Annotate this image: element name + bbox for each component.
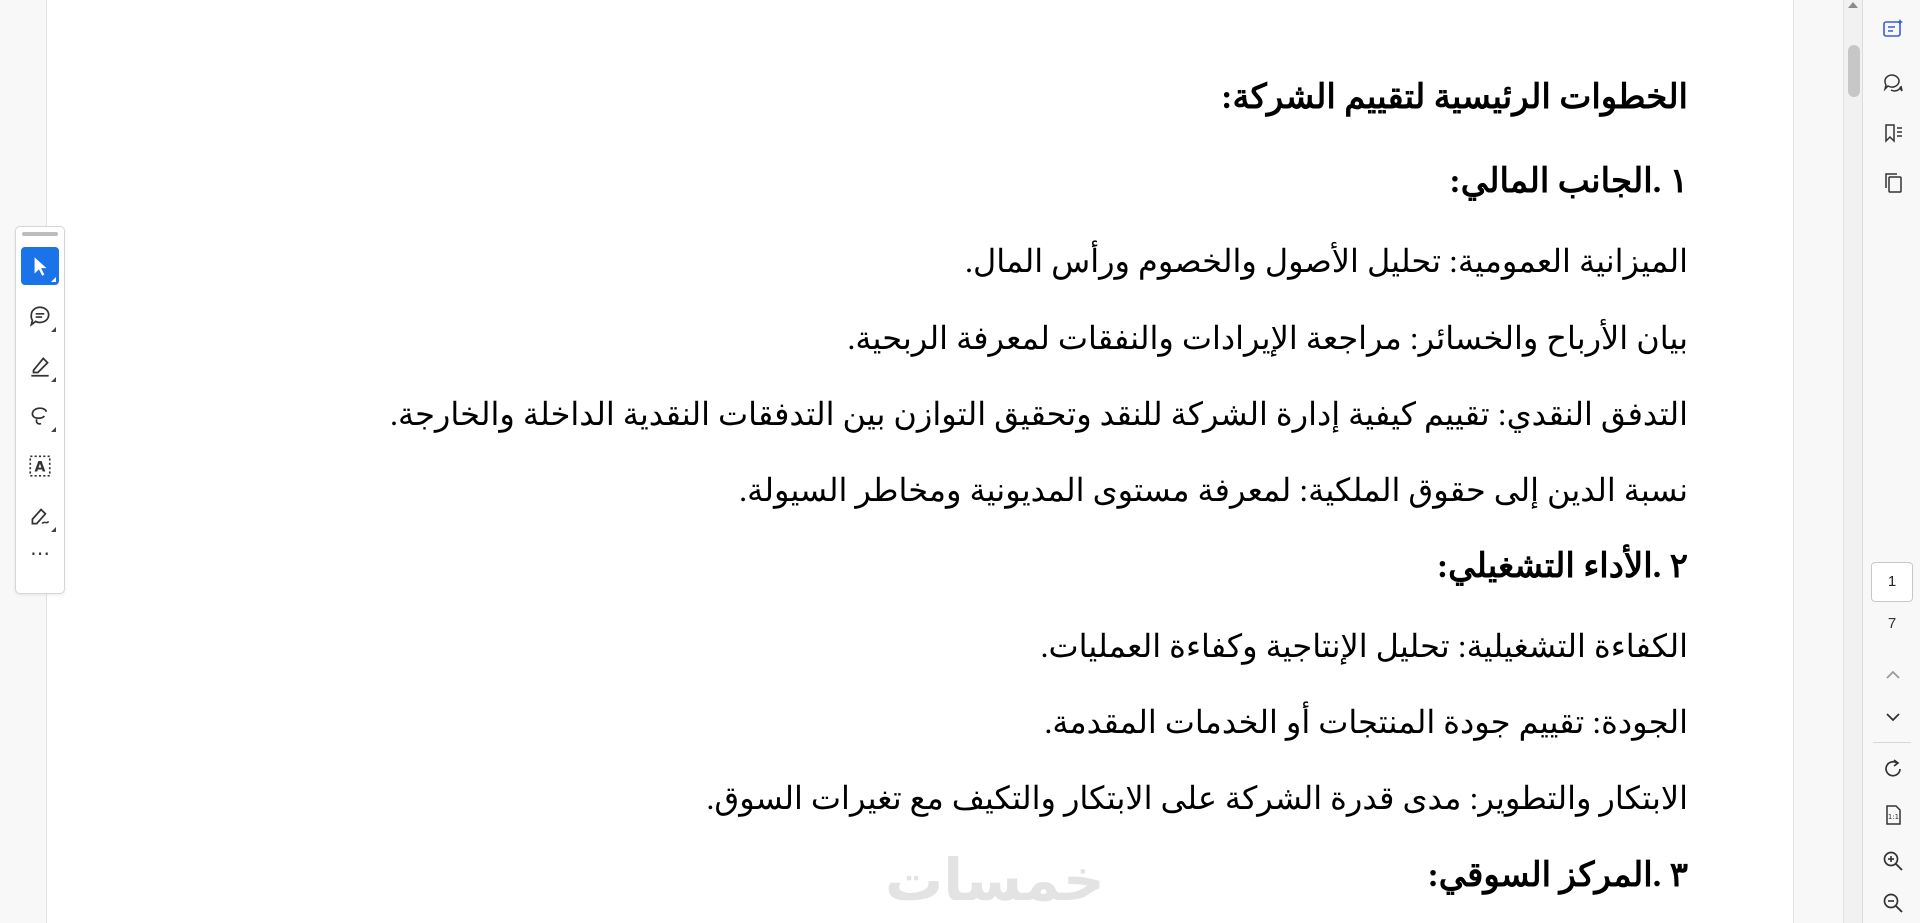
sign-pen-icon <box>27 503 53 529</box>
section-title-operational: ٢ .الأداء التشغيلي: <box>1436 548 1688 585</box>
scroll-up-arrow[interactable] <box>1848 2 1858 8</box>
section-title-financial: ١ .الجانب المالي: <box>1449 163 1688 200</box>
bookmarks-panel-button[interactable] <box>1878 118 1908 148</box>
paragraph: الميزانية العمومية: تحليل الأصول والخصوم ورأس المال. <box>965 243 1688 279</box>
select-arrow-icon <box>27 253 53 279</box>
more-tools-button[interactable] <box>21 543 59 573</box>
ai-assistant-button[interactable] <box>1878 14 1908 44</box>
paragraph: نسبة الدين إلى حقوق الملكية: لمعرفة مستوى المديونية ومخاطر السيولة. <box>739 472 1688 508</box>
total-pages: 7 <box>1887 615 1897 632</box>
zoom-out-button[interactable] <box>1878 888 1908 918</box>
section-title-market: ٣ .المركز السوقي: <box>1427 857 1688 894</box>
more-icon: ⋯ <box>30 543 50 565</box>
zoom-in-icon <box>1881 849 1905 873</box>
paragraph: بيان الأرباح والخسائر: مراجعة الإيرادات والنفقات لمعرفة الربحية. <box>847 320 1688 356</box>
ai-assistant-icon <box>1881 17 1905 41</box>
pages-copy-icon <box>1881 171 1905 195</box>
refresh-icon <box>1881 757 1905 781</box>
select-tool-button[interactable] <box>21 247 59 285</box>
chevron-down-icon <box>1881 705 1905 729</box>
pdf-page[interactable] <box>46 0 1794 923</box>
vertical-scrollbar[interactable] <box>1843 0 1862 923</box>
current-page-input[interactable]: 1 <box>1871 562 1913 602</box>
right-side-panel <box>1862 0 1920 923</box>
comment-icon <box>27 303 53 329</box>
bookmark-icon <box>1881 121 1905 145</box>
document-heading: الخطوات الرئيسية لتقييم الشركة: <box>1221 79 1688 116</box>
toolbar-drag-handle[interactable] <box>22 232 58 236</box>
watermark-logo: خمسات <box>885 846 1105 914</box>
scroll-thumb[interactable] <box>1848 45 1860 97</box>
comment-tool-button[interactable] <box>21 297 59 335</box>
lasso-icon <box>27 403 53 429</box>
text-box-tool-button[interactable] <box>21 447 59 485</box>
rotate-button[interactable] <box>1878 754 1908 784</box>
svg-text:1:1: 1:1 <box>1887 813 1900 821</box>
page-fit-icon <box>1881 803 1905 827</box>
previous-page-button[interactable] <box>1878 660 1908 690</box>
text-box-icon <box>27 453 53 479</box>
chevron-up-icon <box>1881 663 1905 687</box>
paragraph: الجودة: تقييم جودة المنتجات أو الخدمات المقدمة. <box>1044 704 1688 740</box>
highlighter-icon <box>27 353 53 379</box>
sign-tool-button[interactable] <box>21 497 59 535</box>
annotation-toolbar <box>15 226 65 594</box>
comments-panel-button[interactable] <box>1878 68 1908 98</box>
highlight-tool-button[interactable] <box>21 347 59 385</box>
svg-text:A: A <box>34 459 46 476</box>
comments-panel-icon <box>1881 71 1905 95</box>
pages-panel-button[interactable] <box>1878 168 1908 198</box>
paragraph: الكفاءة التشغيلية: تحليل الإنتاجية وكفاءة العمليات. <box>1040 628 1688 664</box>
next-page-button[interactable] <box>1878 702 1908 732</box>
draw-tool-button[interactable] <box>21 397 59 435</box>
zoom-in-button[interactable] <box>1878 846 1908 876</box>
page-fit-button[interactable] <box>1878 800 1908 830</box>
zoom-out-icon <box>1881 891 1905 915</box>
paragraph: الابتكار والتطوير: مدى قدرة الشركة على الابتكار والتكيف مع تغيرات السوق. <box>706 780 1688 816</box>
paragraph: التدفق النقدي: تقييم كيفية إدارة الشركة للنقد وتحقيق التوازن بين التدفقات النقدية الداخلة والخارجة. <box>389 396 1688 432</box>
